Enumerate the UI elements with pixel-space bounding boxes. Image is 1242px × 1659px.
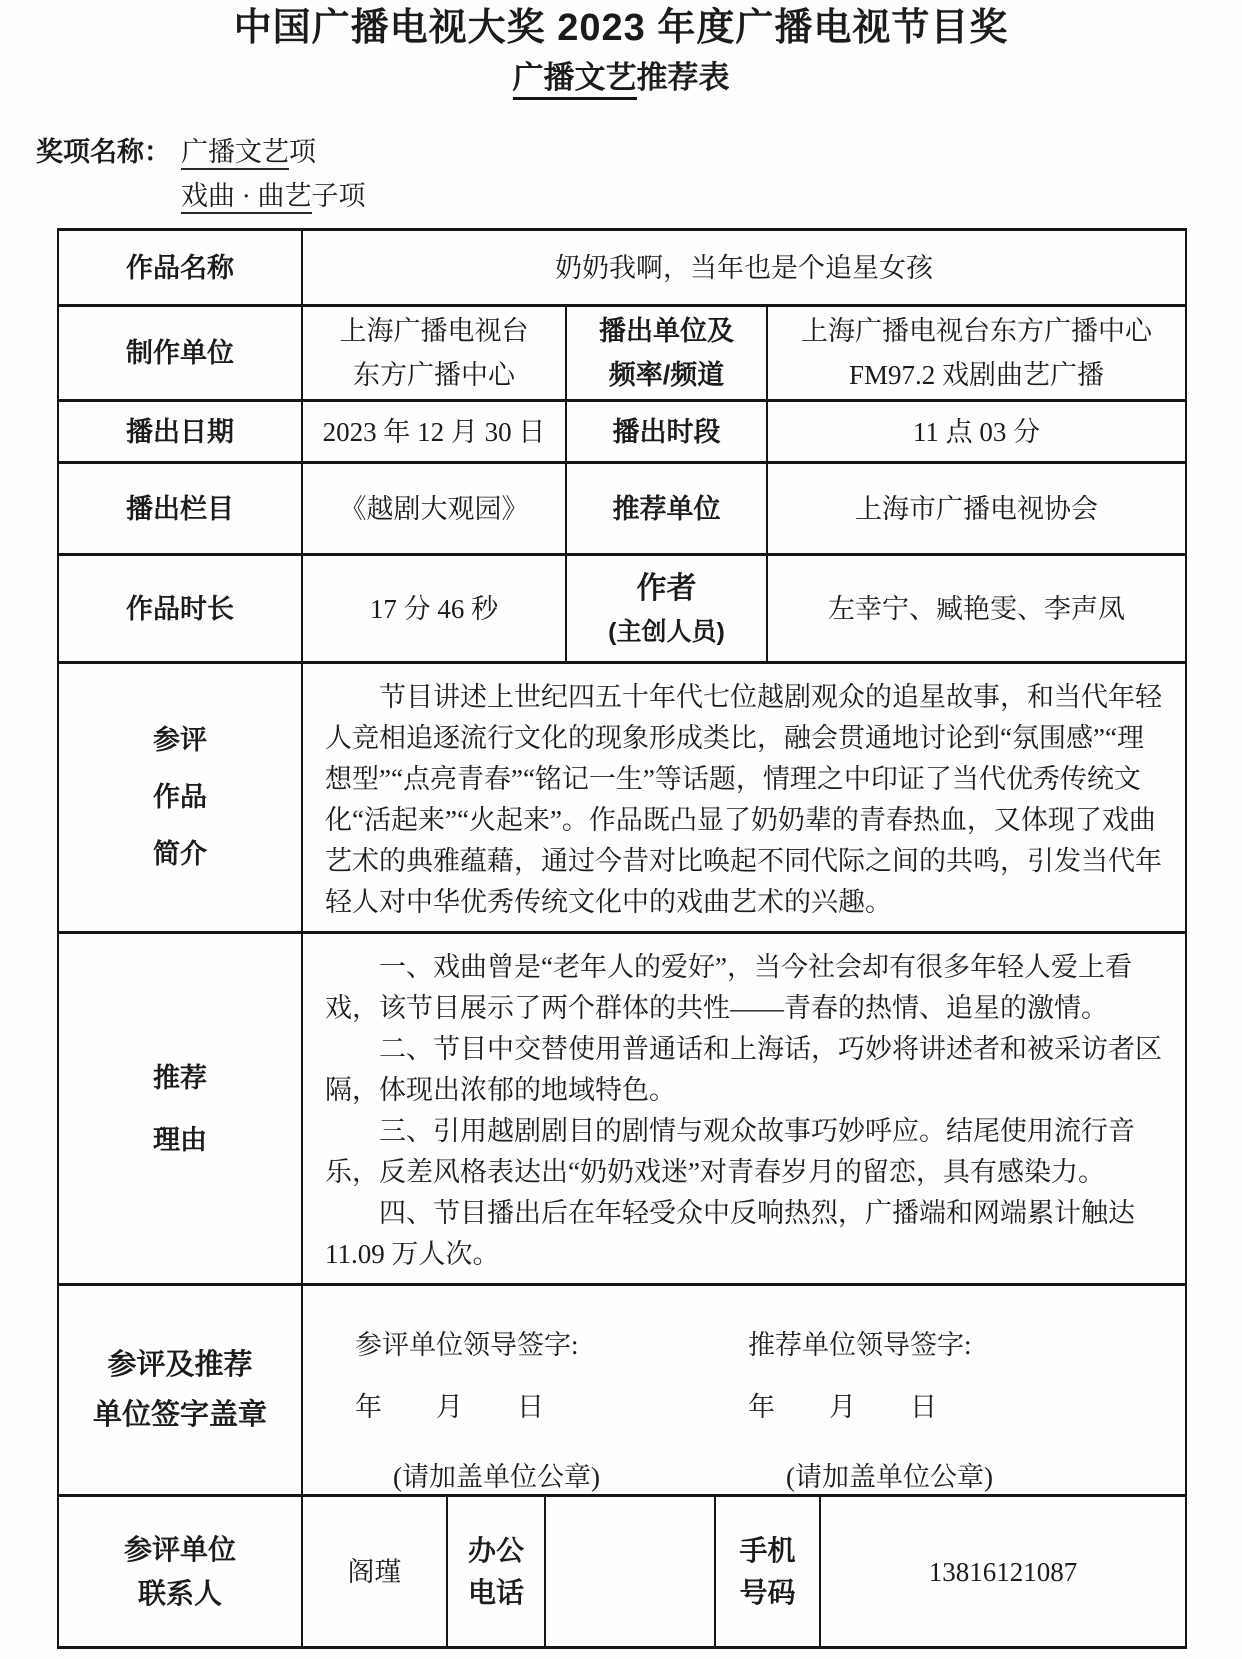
- row-contact: [58, 1496, 1186, 1648]
- contact-row-table: [57, 1494, 1187, 1649]
- contact-name-value: 阁瑾: [302, 1496, 447, 1648]
- air-date-label: 播出日期: [58, 401, 302, 463]
- reason-paragraph: 二、节目中交替使用普通话和上海话，巧妙将讲述者和被采访者区隔，体现出浓郁的地域特色。: [325, 1034, 1162, 1105]
- broadcast-unit-value: [767, 306, 1186, 401]
- award-name-block: [36, 134, 1242, 214]
- reason-paragraph: 四、节目播出后在年轻受众中反响热烈，广播端和网端累计触达 11.09 万人次。: [325, 1198, 1135, 1269]
- label-line: 办公: [467, 1534, 524, 1566]
- office-phone-value: [545, 1496, 715, 1648]
- producer-value-line: 上海广播电视台: [339, 316, 529, 346]
- award-name-line-2: 戏曲 · 曲艺子项: [181, 178, 366, 214]
- mobile-value: 13816121087: [820, 1496, 1186, 1648]
- award-name-line-1: 广播文艺项: [181, 134, 366, 170]
- label-line: 电话: [467, 1576, 524, 1608]
- program-column-label: 播出栏目: [58, 463, 302, 555]
- entry-unit-date-line: 年 月 日: [355, 1392, 544, 1422]
- air-date-value: 2023 年 12 月 30 日: [302, 401, 566, 463]
- entry-unit-seal-note: (请加盖单位公章): [393, 1462, 600, 1492]
- label-line: 号码: [739, 1576, 796, 1608]
- recommend-unit-date-line: 年 月 日: [747, 1392, 937, 1422]
- award-name-values: [181, 134, 366, 214]
- producer-label: 制作单位: [58, 306, 302, 401]
- duration-label: 作品时长: [58, 555, 302, 663]
- recommend-unit-sign-label: 推荐单位领导签字:: [747, 1330, 972, 1360]
- reasons-text: [302, 933, 1186, 1285]
- document-title: 中国广播电视大奖 2023 年度广播电视节目奖: [233, 7, 1009, 49]
- authors-label: [566, 555, 767, 663]
- signature-label: [58, 1285, 302, 1496]
- signature-area: [302, 1285, 1186, 1496]
- label-line: 参评单位: [123, 1533, 236, 1565]
- label-line: 播出单位及: [599, 316, 734, 346]
- label-line: 作品: [153, 782, 207, 812]
- reason-paragraph: 一、戏曲曾是“老年人的爱好”，当今社会却有很多年轻人爱上看戏，该节目展示了两个群体的共性——青春的热情、追星的激情。: [325, 952, 1132, 1023]
- contact-label: [58, 1496, 302, 1648]
- mobile-label: [715, 1496, 820, 1648]
- row-duration-authors: [58, 555, 1186, 663]
- row-producer: [58, 306, 1186, 401]
- intro-paragraph: 节目讲述上世纪四五十年代七位越剧观众的追星故事，和当代年轻人竞相追逐流行文化的现象形成类比，融会贯通地讨论到“氛围感”“理想型”“点亮青春”“铭记一生”等话题，情理之中印证了当代优秀传统文化“活起来”“火起来”。作品既凸显了奶奶辈的青春热血，又体现了戏曲艺术的典雅蕴藉，通过今昔对比唤起不同代际之间的共鸣，引发当代年轻人对中华优秀传统文化中的戏曲艺术的兴趣。: [325, 682, 1162, 917]
- broadcast-unit-value-line: FM97.2 戏剧曲艺广播: [849, 360, 1105, 390]
- label-line: 简介: [153, 839, 207, 869]
- label-line: 频率/频道: [608, 360, 725, 390]
- subtitle-underlined-part: 广播文艺: [513, 60, 637, 100]
- award-name-label: 奖项名称：: [36, 137, 171, 167]
- row-work-title: [58, 230, 1186, 306]
- label-line: 理由: [153, 1124, 207, 1155]
- recommend-unit-signature-block: [748, 1328, 993, 1494]
- reasons-label: [58, 933, 302, 1285]
- row-intro: [58, 663, 1186, 933]
- label-line: 作者: [636, 571, 697, 605]
- row-reasons: [58, 933, 1186, 1285]
- duration-value: 17 分 46 秒: [302, 555, 566, 663]
- air-slot-value: 11 点 03 分: [767, 401, 1186, 463]
- producer-value: [302, 306, 566, 401]
- document-subtitle: [0, 58, 1242, 98]
- entry-unit-sign-label: 参评单位领导签字:: [355, 1330, 579, 1360]
- signature-columns: [355, 1328, 1185, 1494]
- recommend-unit-value: 上海市广播电视协会: [767, 463, 1186, 555]
- authors-value: 左幸宁、臧艳雯、李声凤: [767, 555, 1186, 663]
- intro-text: [302, 663, 1186, 933]
- work-title-value: 奶奶我啊，当年也是个追星女孩: [302, 230, 1186, 306]
- recommendation-form-table: [57, 228, 1187, 1497]
- label-line: 参评及推荐: [107, 1349, 253, 1381]
- label-line: 参评: [153, 725, 207, 755]
- producer-value-line: 东方广播中心: [353, 360, 515, 390]
- air-slot-label: 播出时段: [566, 401, 767, 463]
- label-line: 推荐: [153, 1062, 207, 1093]
- label-line: 单位签字盖章: [92, 1399, 267, 1431]
- entry-unit-signature-block: [355, 1328, 600, 1494]
- label-line: 联系人: [137, 1577, 222, 1609]
- row-air-date: [58, 401, 1186, 463]
- reason-paragraph: 三、引用越剧剧目的剧情与观众故事巧妙呼应。结尾使用流行音乐，反差风格表达出“奶奶戏迷”对青春岁月的留恋，具有感染力。: [325, 1116, 1135, 1187]
- subtitle-rest: 推荐表: [636, 60, 730, 95]
- office-phone-label: [447, 1496, 545, 1648]
- program-column-value: 《越剧大观园》: [302, 463, 566, 555]
- recommend-unit-label: 推荐单位: [566, 463, 767, 555]
- recommend-unit-seal-note: (请加盖单位公章): [785, 1462, 993, 1492]
- label-line: (主创人员): [608, 617, 725, 646]
- label-line: 手机: [739, 1534, 796, 1566]
- work-title-label: 作品名称: [58, 230, 302, 306]
- row-signature: [58, 1285, 1186, 1496]
- intro-label: [58, 663, 302, 933]
- broadcast-unit-label: [566, 306, 767, 401]
- row-program-column: [58, 463, 1186, 555]
- broadcast-unit-value-line: 上海广播电视台东方广播中心: [801, 316, 1153, 346]
